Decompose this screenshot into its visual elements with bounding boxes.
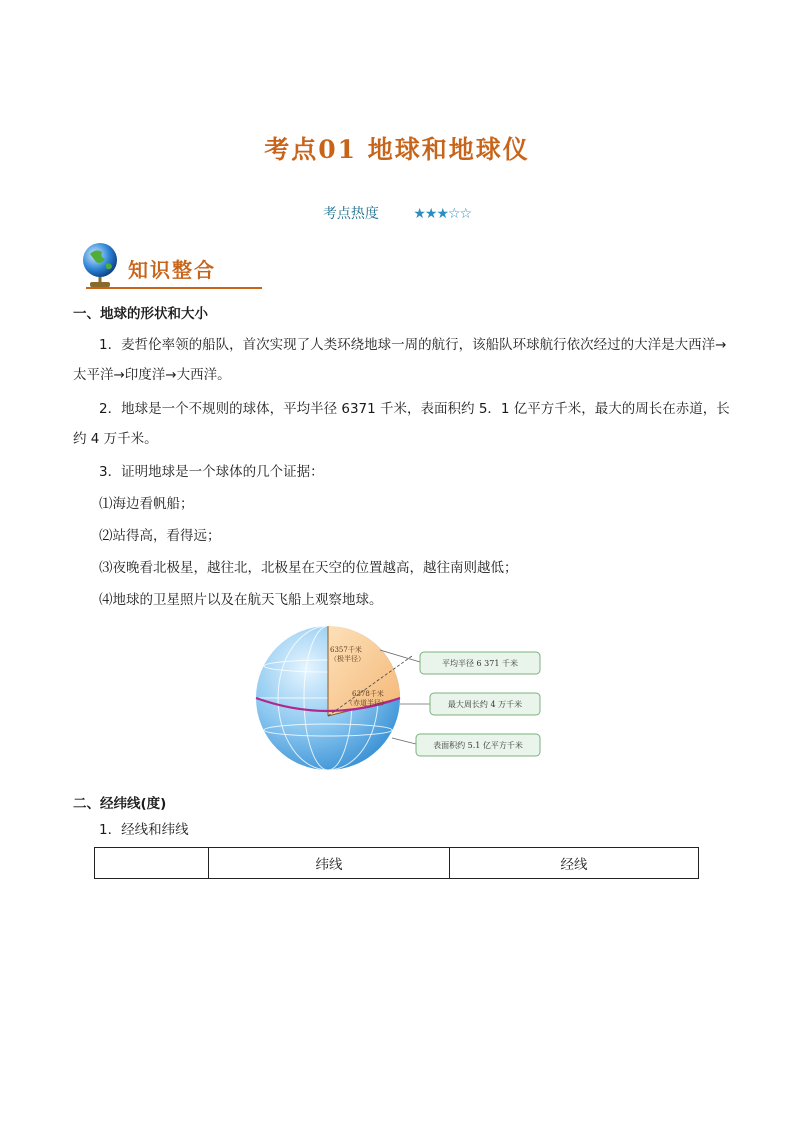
evidence-1: ⑴海边看帆船； bbox=[99, 496, 194, 512]
evidence-4: ⑷地球的卫星照片以及在航天飞船上观察地球。 bbox=[99, 592, 383, 608]
heat-stars: ★★★☆☆ bbox=[413, 206, 472, 222]
evidence-3: ⑶夜晚看北极星，越往北，北极星在天空的位置越高，越往南则越低； bbox=[99, 560, 518, 576]
callout-1: 平均半径 6 371 千米 bbox=[442, 659, 518, 668]
section-banner bbox=[78, 240, 262, 290]
equator-radius-note: （赤道半径） bbox=[346, 699, 388, 707]
table-header-longitude: 经线 bbox=[450, 848, 699, 879]
section1-item3: 3．证明地球是一个球体的几个证据： bbox=[99, 464, 324, 480]
heat-label: 考点热度 bbox=[322, 206, 379, 222]
evidence-2: ⑵站得高，看得远； bbox=[99, 528, 221, 544]
heat-rating bbox=[0, 203, 794, 223]
callout-3: 表面积约 5.1 亿平方千米 bbox=[433, 741, 523, 750]
polar-radius-value: 6357千米 bbox=[330, 646, 362, 654]
earth-dimensions-figure bbox=[252, 626, 544, 774]
polar-radius-note: （极半径） bbox=[330, 655, 365, 663]
callout-2: 最大周长约 4 万千米 bbox=[447, 700, 523, 709]
section1-heading: 一、地球的形状和大小 bbox=[73, 306, 208, 322]
banner-underline bbox=[86, 287, 262, 289]
banner-label: 知识整合 bbox=[128, 258, 216, 282]
table-row bbox=[95, 848, 699, 879]
section1-item2: 2．地球是一个不规则的球体，平均半径 6371 千米，表面积约 5．1 亿平方千米，最大的周长在赤道，长约 4 万千米。 bbox=[73, 401, 730, 447]
section2-heading: 二、经纬线(度) bbox=[73, 796, 167, 812]
table-header-latitude: 纬线 bbox=[209, 848, 450, 879]
page-title: 考点01 地球和地球仪 bbox=[264, 135, 530, 164]
section2-item1: 1．经线和纬线 bbox=[99, 822, 189, 838]
callouts bbox=[380, 650, 540, 756]
section1-item1: 1．麦哲伦率领的船队，首次实现了人类环绕地球一周的航行，该船队环球航行依次经过的大洋是大西洋→太平洋→印度洋→大西洋。 bbox=[73, 337, 727, 383]
equator-radius-value: 6378千米 bbox=[352, 690, 384, 698]
comparison-table bbox=[94, 847, 699, 879]
table-header-empty bbox=[95, 848, 209, 879]
globe-icon bbox=[78, 240, 126, 290]
